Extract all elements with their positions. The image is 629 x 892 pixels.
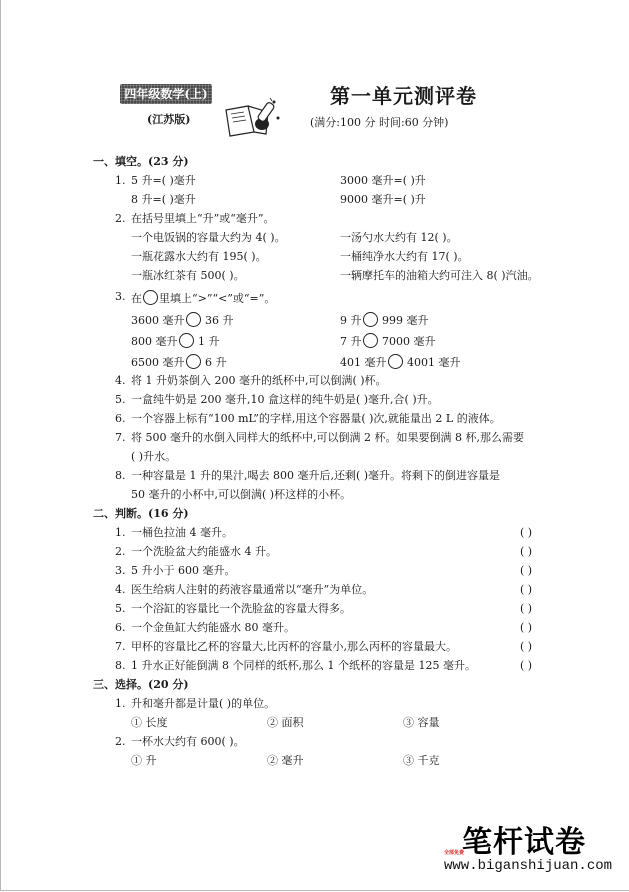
grade-badge: 四年级数学(上) — [120, 84, 212, 104]
judge-2-text: 一个洗脸盆大约能盛水 4 升。 — [131, 545, 277, 558]
judge-2-answer-bracket[interactable]: ( ) — [520, 545, 533, 558]
q3-row-1-left — [131, 312, 234, 328]
judge-3-text: 5 升小于 600 毫升。 — [131, 564, 236, 577]
q3-row-1-right — [340, 312, 429, 328]
choice-2-option-3[interactable]: ③ 千克 — [403, 754, 440, 767]
judge-5-number: 5. — [115, 602, 126, 615]
compare-right-operand: 6 升 — [205, 356, 227, 369]
judge-1-text: 一桶色拉油 4 毫升。 — [131, 526, 233, 539]
judge-8-text: 1 升水正好能倒满 8 个同样的纸杯,那么 1 个纸杯的容量是 125 毫升。 — [131, 659, 476, 672]
judge-4-answer-bracket[interactable]: ( ) — [520, 583, 533, 596]
q7-line-2: ( )升水。 — [131, 450, 177, 463]
section-1-title: 一、填空。(23 分) — [93, 155, 189, 168]
q5-number: 5. — [115, 393, 126, 406]
choice-2-number: 2. — [115, 735, 126, 748]
compare-circle-input[interactable] — [388, 354, 403, 369]
compare-circle-input[interactable] — [363, 312, 378, 327]
compare-right-operand: 4001 毫升 — [407, 356, 461, 369]
choice-2-option-1[interactable]: ① 升 — [131, 754, 157, 767]
choice-1-number: 1. — [115, 697, 126, 710]
q8-number: 8. — [115, 469, 126, 482]
q8-line-2: 50 毫升的小杯中,可以倒满( )杯这样的小杯。 — [131, 488, 352, 501]
q2-left-3: 一瓶冰红茶有 500( )。 — [131, 269, 245, 282]
choice-2-text: 一杯水大约有 600( )。 — [131, 735, 245, 748]
choice-2-option-2[interactable]: ② 毫升 — [267, 754, 304, 767]
q3-row-2-left — [131, 333, 220, 349]
judge-1-number: 1. — [115, 526, 126, 539]
q6-text: 一个容器上标有“100 mL”的字样,用这个容器量( )次,就能量出 2 L 的液体。 — [131, 412, 501, 425]
judge-8-number: 8. — [115, 659, 126, 672]
compare-left-operand: 9 升 — [340, 314, 362, 327]
compare-circle-input[interactable] — [179, 333, 194, 348]
compare-left-operand: 401 毫升 — [340, 356, 387, 369]
choice-1-option-1[interactable]: ① 长度 — [131, 716, 168, 729]
judge-6-number: 6. — [115, 621, 126, 634]
q7-line-1: 将 500 毫升的水倒入同样大的纸杯中,可以倒满 2 杯。如果要倒满 8 杯,那么需要 — [131, 431, 524, 444]
choice-1-option-2[interactable]: ② 面积 — [267, 716, 304, 729]
compare-left-operand: 6500 毫升 — [131, 356, 185, 369]
q4-number: 4. — [115, 374, 126, 387]
compare-right-operand: 36 升 — [205, 314, 234, 327]
compare-circle-input[interactable] — [363, 333, 378, 348]
q1-number: 1. — [115, 174, 126, 187]
q2-left-2: 一瓶花露水大约有 195( )。 — [131, 250, 267, 263]
judge-3-answer-bracket[interactable]: ( ) — [520, 564, 533, 577]
compare-circle-input[interactable] — [186, 312, 201, 327]
judge-2-number: 2. — [115, 545, 126, 558]
compare-left-operand: 3600 毫升 — [131, 314, 185, 327]
judge-3-number: 3. — [115, 564, 126, 577]
page-title: 第一单元测评卷 — [330, 84, 477, 108]
compare-right-operand: 1 升 — [198, 335, 220, 348]
judge-6-text: 一个金鱼缸大约能盛水 80 毫升。 — [131, 621, 295, 634]
judge-8-answer-bracket[interactable]: ( ) — [520, 659, 533, 672]
q2-right-2: 一桶纯净水大约有 17( )。 — [340, 250, 469, 263]
q3-prompt-before: 在 — [131, 292, 142, 305]
q2-right-1: 一汤勺水大约有 12( )。 — [340, 231, 458, 244]
q5-text: 一盒纯牛奶是 200 毫升,10 盒这样的纯牛奶是( )毫升,合( )升。 — [131, 393, 439, 406]
q2-number: 2. — [115, 212, 126, 225]
q1-right-1: 3000 毫升=( )升 — [340, 174, 426, 187]
q6-number: 6. — [115, 412, 126, 425]
q2-prompt: 在括号里填上“升”或“毫升”。 — [131, 212, 275, 225]
judge-4-text: 医生给病人注射的药液容量通常以“毫升”为单位。 — [131, 583, 374, 596]
compare-left-operand: 7 升 — [340, 335, 362, 348]
compare-right-operand: 7000 毫升 — [382, 335, 436, 348]
judge-5-text: 一个浴缸的容量比一个洗脸盆的容量大得多。 — [131, 602, 351, 615]
judge-5-answer-bracket[interactable]: ( ) — [520, 602, 533, 615]
compare-circle-input[interactable] — [186, 354, 201, 369]
judge-7-text: 甲杯的容量比乙杯的容量大,比丙杯的容量小,那么丙杯的容量最大。 — [131, 640, 457, 653]
q3-row-3-left — [131, 354, 227, 370]
q8-line-1: 一种容量是 1 升的果汁,喝去 800 毫升后,还剩( )毫升。将剩下的倒进容量是 — [131, 469, 501, 482]
q3-prompt — [131, 290, 275, 306]
q3-prompt-after: 里填上“>”“<”或“=”。 — [159, 292, 276, 305]
q1-left-2: 8 升=( )毫升 — [131, 193, 196, 206]
choice-1-option-3[interactable]: ③ 容量 — [403, 716, 440, 729]
q4-text: 将 1 升奶茶倒入 200 毫升的纸杯中,可以倒满( )杯。 — [131, 374, 387, 387]
judge-7-number: 7. — [115, 640, 126, 653]
compare-left-operand: 800 毫升 — [131, 335, 178, 348]
q3-number: 3. — [115, 290, 126, 303]
q2-right-3: 一辆摩托车的油箱大约可注入 8( )汽油。 — [340, 269, 539, 282]
watermark-free-tag: 全部免费 — [444, 850, 465, 856]
judge-6-answer-bracket[interactable]: ( ) — [520, 621, 533, 634]
judge-4-number: 4. — [115, 583, 126, 596]
compare-circle-icon — [143, 290, 158, 305]
q3-row-3-right — [340, 354, 461, 370]
q3-row-2-right — [340, 333, 436, 349]
section-2-title: 二、判断。(16 分) — [93, 507, 189, 520]
compare-right-operand: 999 毫升 — [382, 314, 429, 327]
score-time-subtitle: (满分:100 分 时间:60 分钟) — [310, 116, 449, 129]
judge-7-answer-bracket[interactable]: ( ) — [520, 640, 533, 653]
q1-right-2: 9000 毫升=( )升 — [340, 193, 426, 206]
book-with-pen-icon — [222, 96, 284, 138]
edition-label: (江苏版) — [147, 113, 191, 126]
judge-1-answer-bracket[interactable]: ( ) — [520, 526, 533, 539]
section-3-title: 三、选择。(20 分) — [93, 678, 189, 691]
q2-left-1: 一个电饭锅的容量大约为 4( )。 — [131, 231, 286, 244]
watermark-brand: 笔杆试卷 — [462, 825, 586, 860]
q1-left-1: 5 升=( )毫升 — [131, 174, 196, 187]
watermark-url-link[interactable]: www.biganshijuan.com — [444, 858, 613, 874]
q7-number: 7. — [115, 431, 126, 444]
choice-1-text: 升和毫升都是计量( )的单位。 — [131, 697, 276, 710]
